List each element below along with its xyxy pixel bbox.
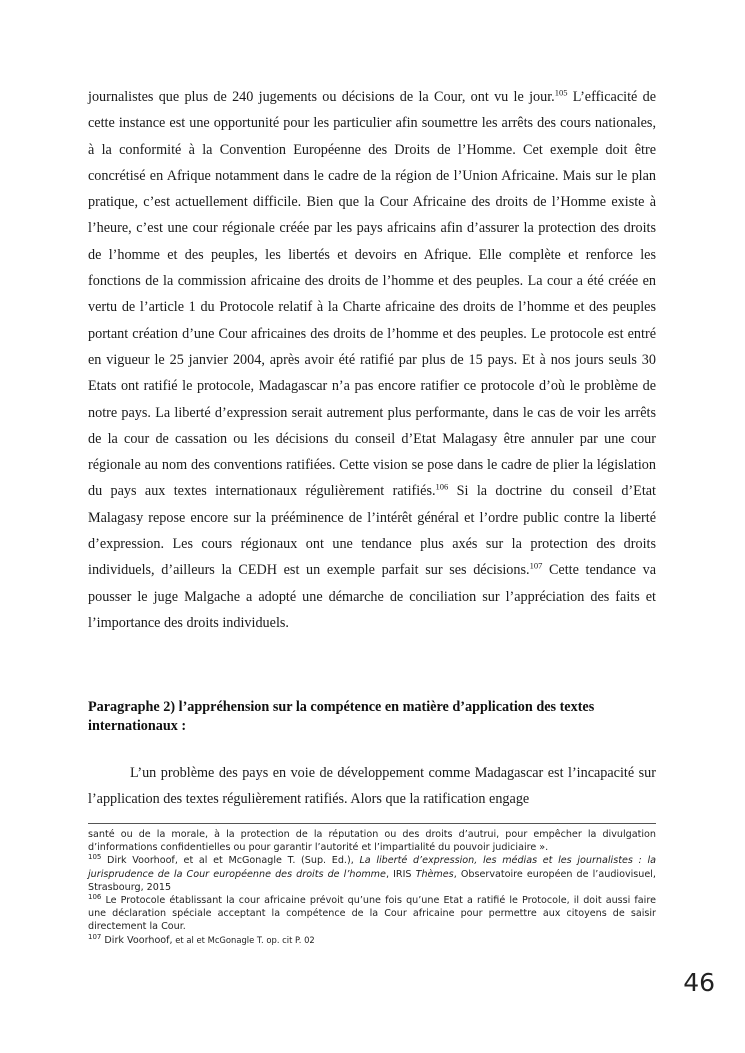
main-paragraph xyxy=(88,84,656,636)
cited-series: Thèmes xyxy=(415,868,454,880)
cited-title: La liberté d’expression, les médias et les journalistes : la jurisprudence de la Cour européenne des droits de l’homme xyxy=(88,855,656,880)
footnote-number: 107 xyxy=(88,932,102,941)
footnotes xyxy=(88,828,656,947)
footnote-107: $^{107}$ Dirk Voorhoof, et al et McGonagle T. op. cit P. 02 xyxy=(88,932,315,946)
section-heading: Paragraphe 2) l’appréhension sur la compétence en matière d’application des textes internationaux : xyxy=(88,699,595,734)
paragraph-text: journalistes que plus de 240 jugements ou décisions de la Cour, ont vu le jour. xyxy=(88,89,555,105)
footnote-ref-105[interactable]: 105 xyxy=(554,87,568,98)
second-paragraph: L’un problème des pays en voie de développement comme Madagascar est l’incapacité sur l’application des textes régulièrement ratifiés. Alors que la ratification engage xyxy=(88,765,656,808)
footnote-106: $^{106}$ Le Protocole établissant la cour africaine prévoit qu’une fois qu’une Etat a ratifié le Protocole, il doit aussi faire une déclaration spéciale acceptant la compétence de la Cour africaine pour permettre aux citoyens de saisir directement la Cour. xyxy=(88,892,656,933)
footnote-continuation: santé ou de la morale, à la protection de la réputation ou des droits d’autrui, pour empêcher la divulgation d’informations confidentielles ou pour garantir l’autorité et l’impartialité du pouvoir judiciaire ». xyxy=(88,829,656,854)
footnote-ref-107[interactable]: 107 xyxy=(529,560,543,571)
footnote-separator xyxy=(88,823,656,824)
page-number: 46 xyxy=(683,968,715,997)
footnote-number: 106 xyxy=(88,892,102,901)
paragraph-text: Cette tendance va pousser le juge Malgache a adopté une démarche de conciliation sur l’appréciation des faits et l’importance des droits individuels. xyxy=(88,562,656,631)
footnote-ref-106[interactable]: 106 xyxy=(435,481,449,492)
paragraph-text: L’efficacité de cette instance est une opportunité pour les particulier afin soumettre les arrêts des cours nationales, à la conformité à la Convention Européenne des Droits de l’Homme. Cet exemple doit être concrétisé en Afrique notamment dans le cadre de la région de l’Union Africaine. Mais sur le plan pratique, c’est actuellement difficile. Bien que la Cour Africaine des droits de l’Homme existe à l’heure, c’est une cour régionale créée par les pays africains afin d’assurer la protection des droits de l’homme et des peuples, les libertés et devoirs en Afrique. Elle complète et renforce les fonctions de la commission africaine des droits de l’homme et des peuples. La cour a été créée en vertu de l’article 1 du Protocole relatif à la Charte africaine des droits de l’homme et des peuples portant création d’une Cour africaines des droits de l’homme et des peuples. Le protocole est entré en vigueur le 25 janvier 2004, après avoir été ratifié par plus de 15 pays. Et à nos jours seuls 30 Etats ont ratifié le protocole, Madagascar n’a pas encore ratifier ce protocole d’où le problème de notre pays. La liberté d’expression serait autrement plus performante, dans le cas de voir les arrêts de la cour de cassation ou les décisions du conseil d’Etat Malagasy être annuler par une cour régionale au nom des conventions ratifiées. Cette vision se pose dans le cadre de plier la législation du pays aux textes internationaux régulièrement ratifiés. xyxy=(88,89,656,500)
footnote-number: 105 xyxy=(88,853,102,862)
footnote-105: $^{105}$ Dirk Voorhoof, et al et McGonagle T. (Sup. Ed.), La liberté d’expression, les médias et les journalistes : la jurisprudence de la Cour européenne des droits de l’homme, IRIS Thèmes, Observatoire européen de l’audiovisuel, Strasbourg, 2015 xyxy=(88,853,656,893)
paragraph-text: Si la doctrine du conseil d’Etat Malagasy repose encore sur la prééminence de l’intérêt général et l’ordre public contre la liberté d’expression. Les cours régionaux ont une tendance plus axés sur la protection des droits individuels, d’ailleurs la CEDH est un exemple parfait sur ses décisions. xyxy=(88,483,656,579)
